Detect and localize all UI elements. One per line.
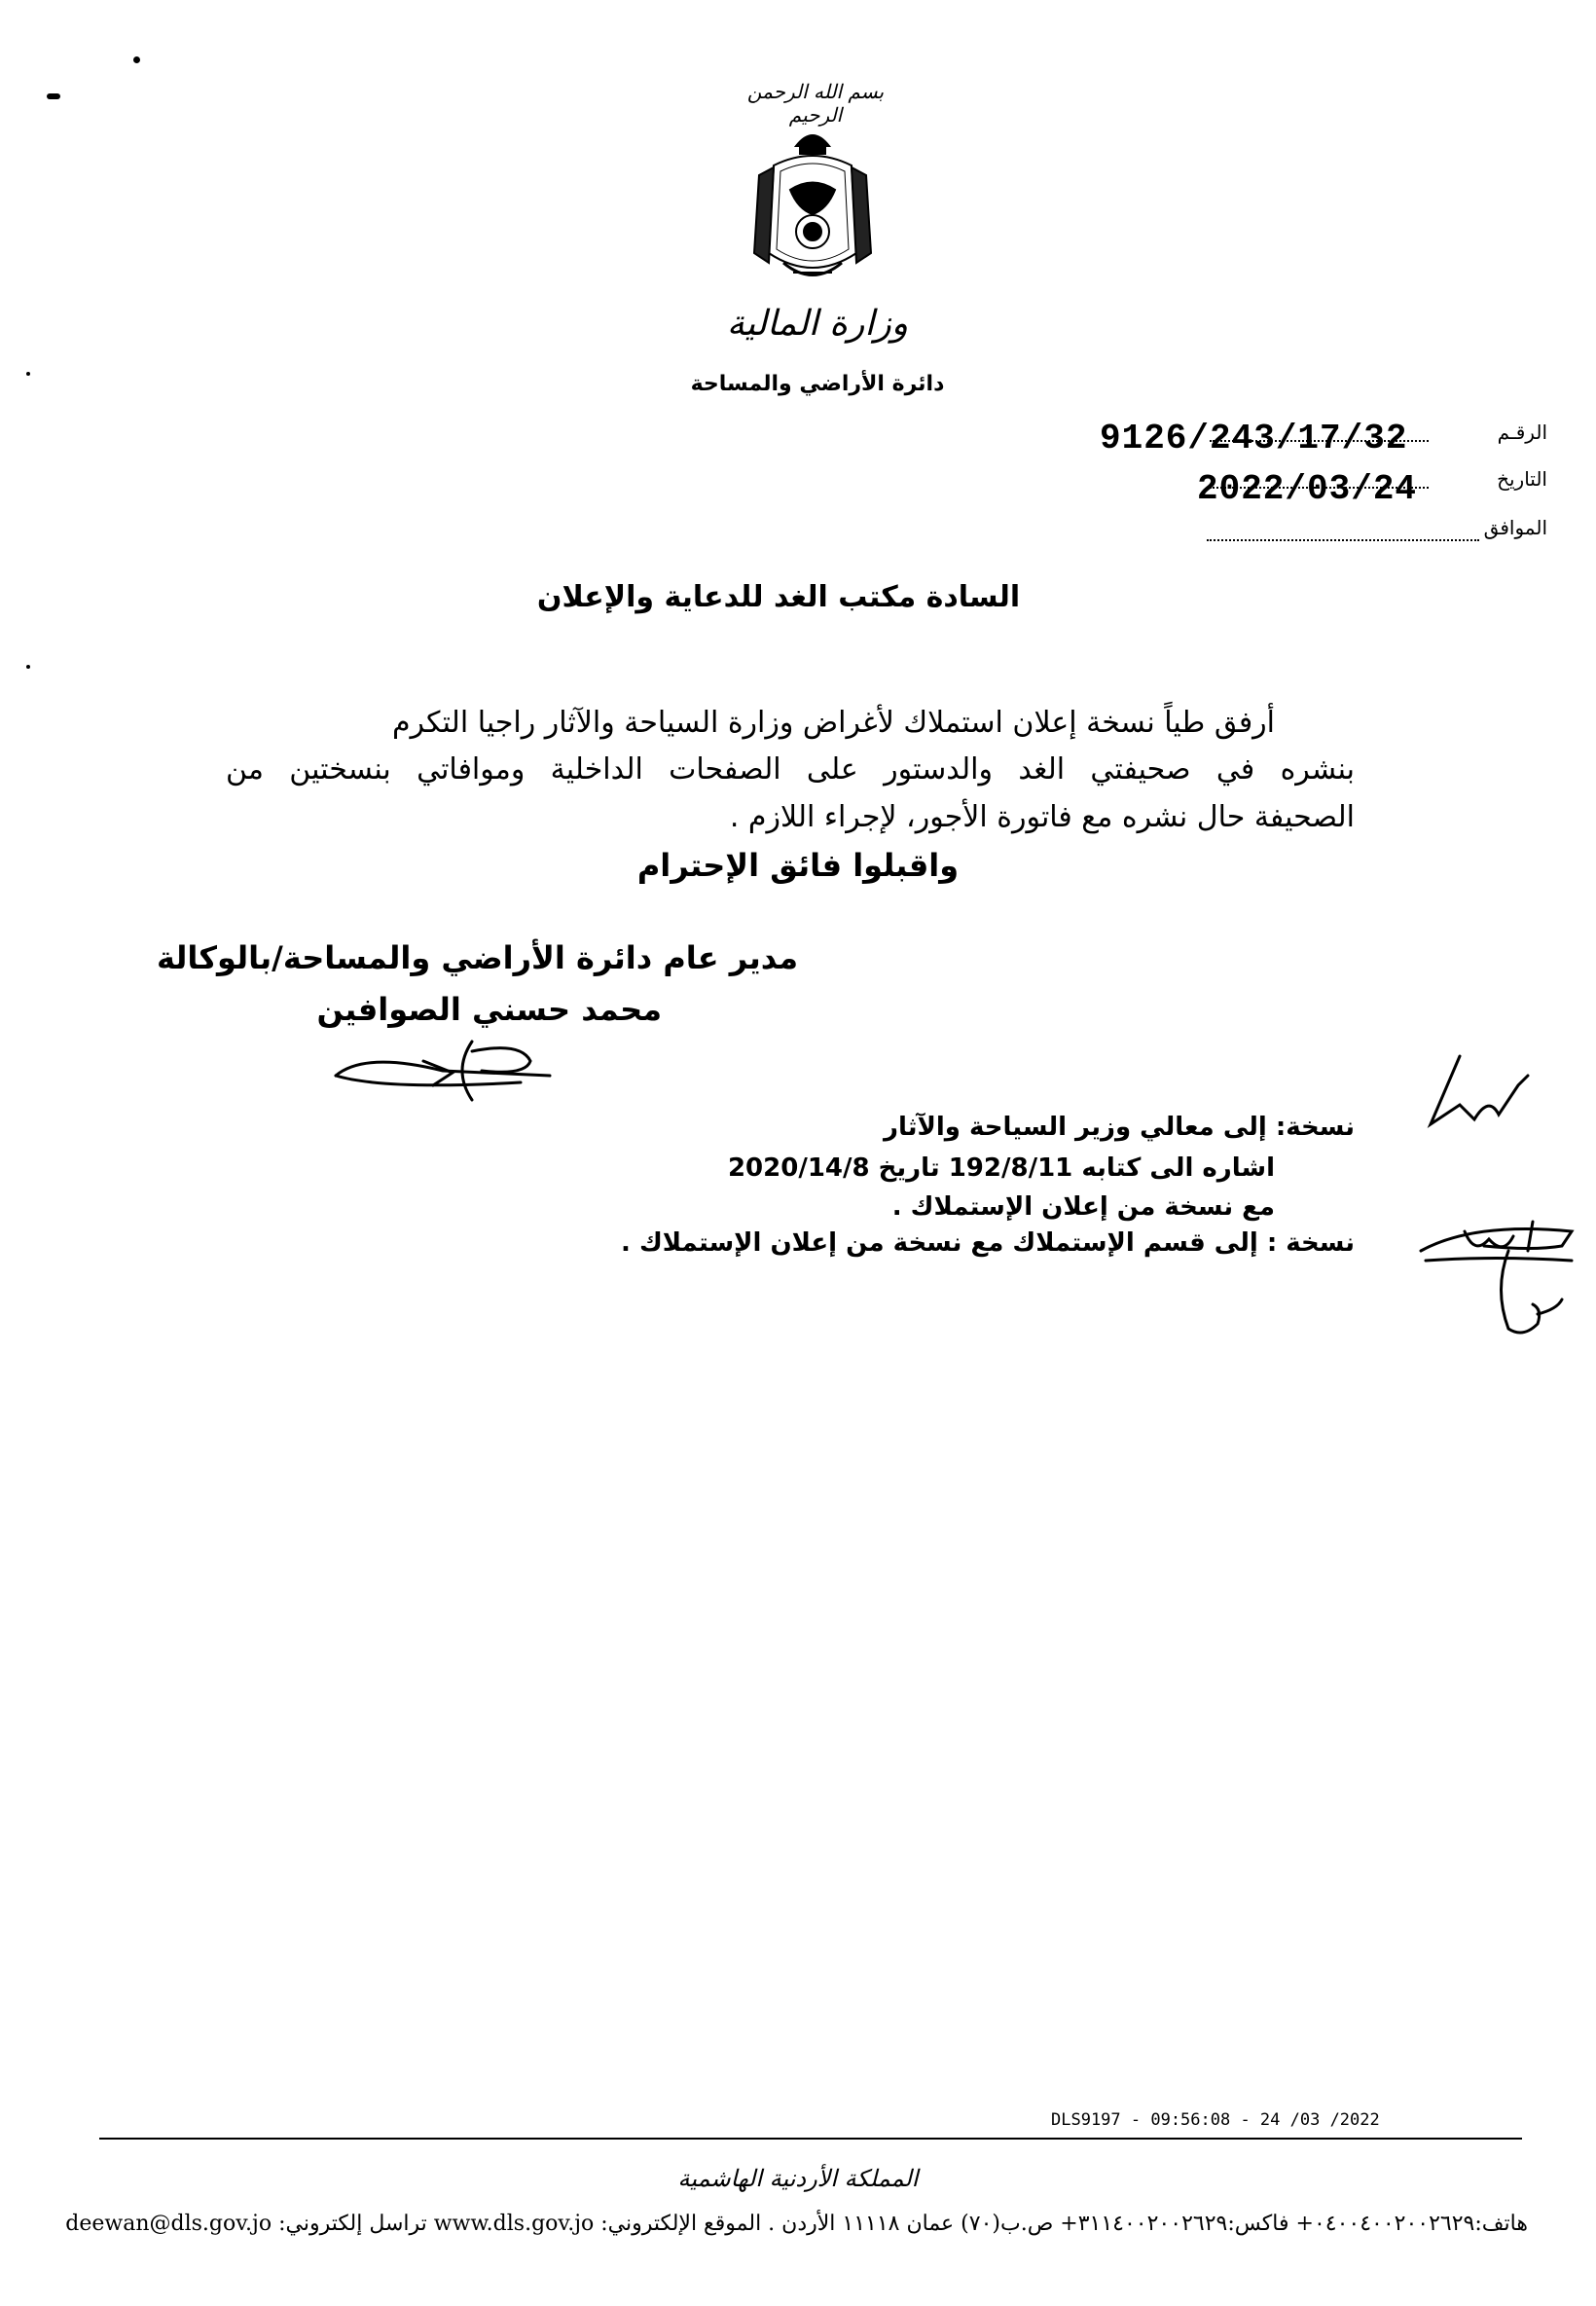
reference-number: 9126/243/17/32 xyxy=(1100,419,1408,458)
system-reference: DLS9197 - 09:56:08 - 24 /03 /2022 xyxy=(1051,2110,1380,2130)
body-text-line: بنشره في صحيفتي الغد والدستور على الصفحات الداخلية وموافاتي بنسختين من xyxy=(226,752,1355,787)
recipient-line: السادة مكتب الغد للدعاية والإعلان xyxy=(536,580,1021,614)
signatory-name: محمد حسني الصوافين xyxy=(316,991,662,1028)
kingdom-name: المملكة الأردنية الهاشمية xyxy=(677,2165,919,2192)
scan-mark xyxy=(47,93,60,99)
scan-mark xyxy=(26,372,30,376)
contact-info: هاتف:٠٤٠٠٤٠٠٢٠٠٢٦٢٩+ فاكس:٣١١٤٠٠٢٠٠٢٦٢٩+ ص.ب(٧٠) عمان ١١١١٨ الأردن . الموقع الإلكتروني: www.dls.gov.jo تراسل إلكتروني: deewan@dls.gov.jo xyxy=(65,2212,1528,2236)
scan-mark xyxy=(26,665,30,669)
closing-salutation: واقبلوا فائق الإحترام xyxy=(636,847,960,884)
copy-reference-line: اشاره الى كتابه 192/8/11 تاريخ 2020/14/8 xyxy=(727,1153,1275,1183)
signature-icon xyxy=(326,1032,560,1110)
coat-of-arms-icon xyxy=(740,117,886,292)
initials-icon xyxy=(1416,1192,1581,1348)
signatory-title: مدير عام دائرة الأراضي والمساحة/بالوكالة xyxy=(156,939,798,976)
number-label: الرقـم xyxy=(1497,421,1547,444)
department-name: دائرة الأراضي والمساحة xyxy=(690,372,945,396)
ministry-name: وزارة المالية xyxy=(726,304,909,344)
body-text-line: أرفق طياً نسخة إعلان استملاك لأغراض وزارة السياحة والآثار راجيا التكرم xyxy=(391,706,1275,740)
copy-to-minister: نسخة: إلى معالي وزير السياحة والآثار xyxy=(884,1113,1355,1142)
corresponding-date-label: الموافق xyxy=(1483,516,1547,539)
date-label: التاريخ xyxy=(1497,467,1547,491)
body-text-line: الصحيفة حال نشره مع فاتورة الأجور، لإجراء اللازم . xyxy=(729,800,1355,834)
scan-mark xyxy=(133,56,140,63)
footer-divider xyxy=(99,2138,1522,2140)
basmala: بسم الله الرحمن الرحيم xyxy=(746,80,885,127)
copy-to-expropriation-section: نسخة : إلى قسم الإستملاك مع نسخة من إعلان الإستملاك . xyxy=(621,1228,1355,1258)
corresponding-dotted-line xyxy=(1207,539,1479,541)
letter-date: 2022/03/24 xyxy=(1197,469,1418,509)
initials-icon xyxy=(1421,1046,1538,1134)
copy-attachment-line: مع نسخة من إعلان الإستملاك . xyxy=(891,1192,1275,1222)
